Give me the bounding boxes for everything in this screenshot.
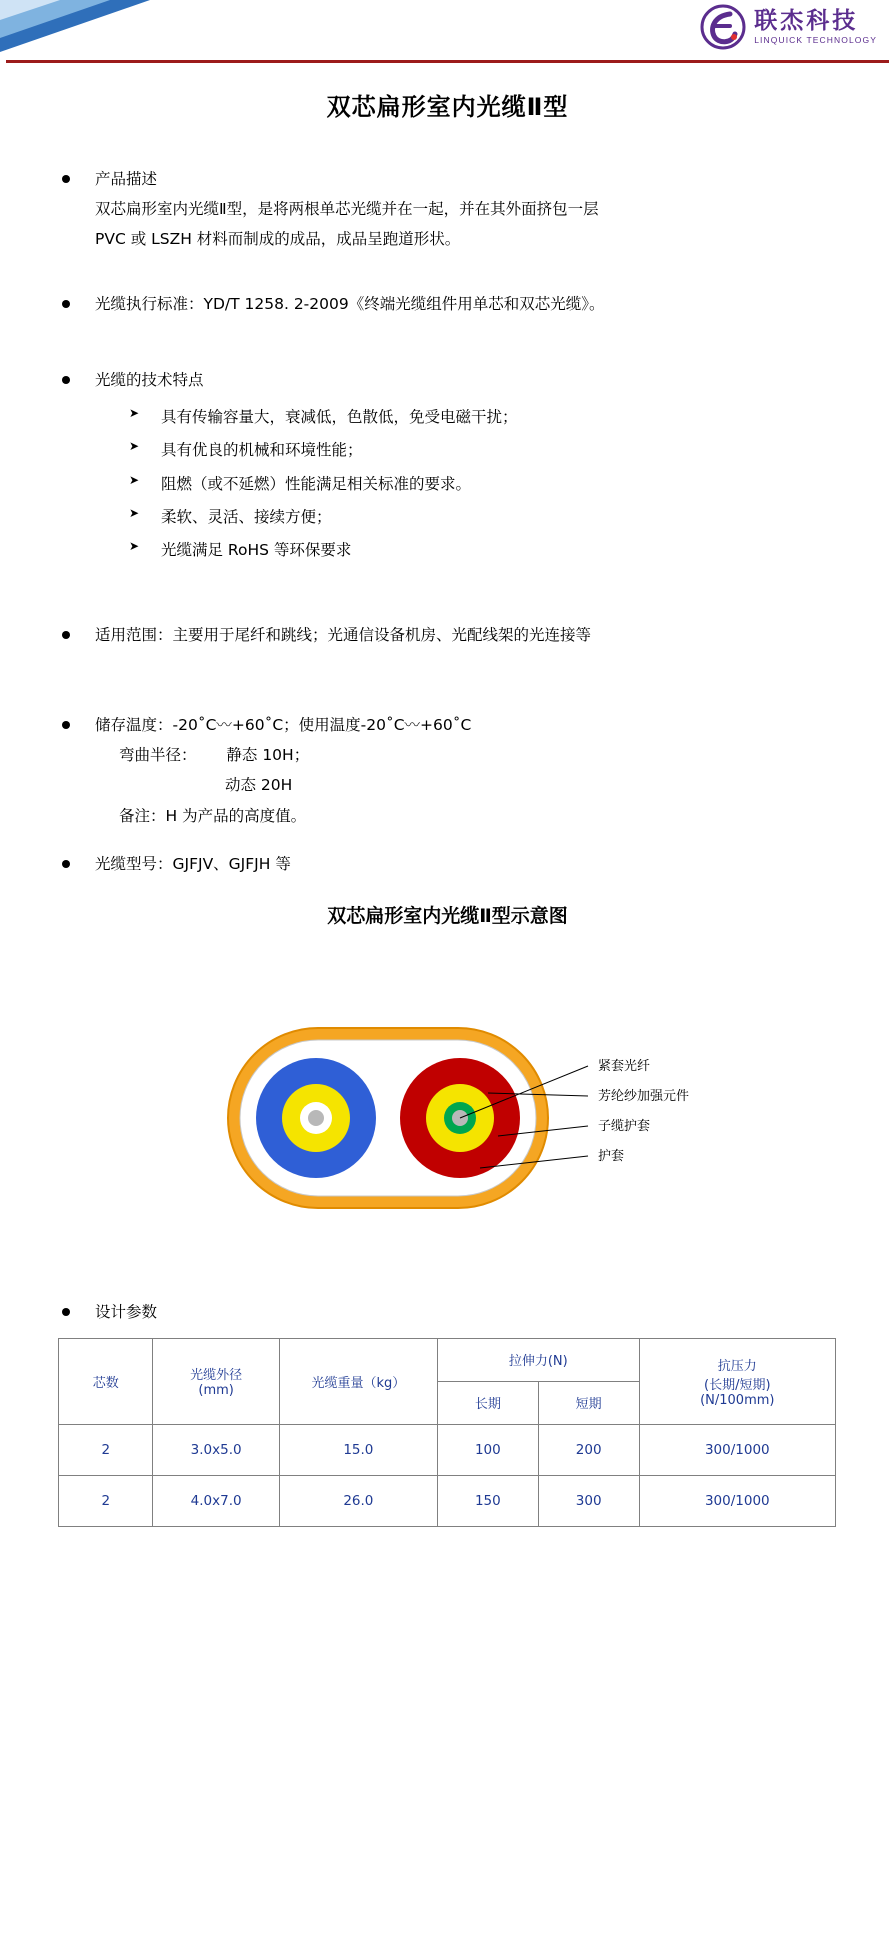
list-item: ➤ 具有传输容量大，衰减低，色散低，免受电磁干扰；	[129, 401, 835, 434]
header-crush-line1: 抗压力	[717, 1358, 757, 1374]
header-crush	[639, 1338, 835, 1424]
cell-weight: 26.0	[279, 1475, 437, 1526]
page-header	[0, 0, 895, 60]
section-product-description	[60, 164, 835, 255]
table-row	[59, 1424, 836, 1475]
section-temperature	[60, 710, 835, 831]
header-tensile-short: 短期	[538, 1381, 639, 1424]
cell-tensile-short: 200	[538, 1424, 639, 1475]
standard-text: 光缆执行标准：YD/T 1258. 2-2009《终端光缆组件用单芯和双芯光缆》。	[95, 294, 605, 313]
swirl-logo-icon	[700, 4, 746, 50]
list-item: ➤ 柔软、灵活、接续方便；	[129, 501, 835, 534]
document-body	[60, 164, 835, 879]
cell-crush: 300/1000	[639, 1475, 835, 1526]
temperature-text: 储存温度：-20˚C〰+60˚C；使用温度-20˚C〰+60˚C	[95, 715, 472, 734]
header-cores: 芯数	[59, 1338, 153, 1424]
section-model	[60, 849, 835, 879]
desc-line-1: 双芯扁形室内光缆Ⅱ型，是将两根单芯光缆并在一起，并在其外面挤包一层	[95, 200, 599, 219]
corner-decoration	[0, 0, 190, 60]
bend-radius-label: 弯曲半径：	[119, 746, 197, 765]
section-application-scope	[60, 620, 835, 650]
features-heading: 光缆的技术特点	[95, 370, 204, 389]
cell-diameter: 4.0x7.0	[153, 1475, 279, 1526]
header-crush-line2: (长期/短期)	[704, 1377, 771, 1393]
section-design-parameters	[60, 1300, 895, 1322]
header-divider	[6, 60, 889, 63]
params-heading: 设计参数	[95, 1302, 158, 1321]
scope-text: 适用范围：主要用于尾纤和跳线；光通信设备机房、光配线架的光连接等	[95, 625, 592, 644]
features-list	[95, 401, 835, 568]
diagram-label-0: 紧套光纤	[597, 1058, 650, 1074]
cell-diameter: 3.0x5.0	[153, 1424, 279, 1475]
header-weight: 光缆重量（kg）	[279, 1338, 437, 1424]
diagram-label-2: 子缆护套	[597, 1118, 650, 1134]
header-tensile-long: 长期	[437, 1381, 538, 1424]
cell-cores: 2	[59, 1424, 153, 1475]
cell-tensile-long: 150	[437, 1475, 538, 1526]
page-title: 双芯扁形室内光缆Ⅱ型	[326, 93, 569, 121]
note-text: 备注：H 为产品的高度值。	[119, 806, 307, 825]
bend-radius-dynamic: 动态 20H	[225, 776, 293, 795]
bend-radius-static: 静态 10H；	[226, 746, 310, 765]
cell-tensile-long: 100	[437, 1424, 538, 1475]
list-item: ➤ 具有优良的机械和环境性能；	[129, 434, 835, 467]
desc-heading: 产品描述	[95, 170, 158, 188]
header-diameter-line2: (mm)	[198, 1383, 234, 1399]
cell-tensile-short: 300	[538, 1475, 639, 1526]
cell-crush: 300/1000	[639, 1424, 835, 1475]
table-header-row	[59, 1338, 836, 1381]
header-diameter-line1: 光缆外径	[190, 1368, 243, 1384]
cable-cross-section-diagram	[0, 968, 895, 1268]
logo-company-name-en: LINQUICK TECHNOLOGY	[754, 34, 877, 45]
diagram-title: 双芯扁形室内光缆Ⅱ型示意图	[327, 904, 568, 927]
model-text: 光缆型号：GJFJV、GJFJH 等	[95, 854, 291, 873]
header-crush-line3: (N/100mm)	[700, 1392, 775, 1408]
section-standard	[60, 289, 835, 319]
bottom-spacer	[0, 1527, 895, 1587]
section-technical-features	[60, 365, 835, 568]
logo-company-name-cn: 联杰科技	[754, 7, 859, 34]
list-item: ➤ 阻燃（或不延燃）性能满足相关标准的要求。	[129, 468, 835, 501]
header-tensile: 拉伸力(N)	[437, 1338, 639, 1381]
list-item: ➤ 光缆满足 RoHS 等环保要求	[129, 534, 835, 567]
header-diameter	[153, 1338, 279, 1424]
desc-line-2: PVC 或 LSZH 材料而制成的成品，成品呈跑道形状。	[95, 230, 461, 249]
diagram-label-3: 护套	[597, 1148, 624, 1164]
cell-weight: 15.0	[279, 1424, 437, 1475]
company-logo	[700, 4, 877, 50]
design-parameters-table	[58, 1338, 836, 1527]
diagram-label-1: 芳纶纱加强元件	[597, 1088, 689, 1104]
cell-cores: 2	[59, 1475, 153, 1526]
table-row	[59, 1475, 836, 1526]
